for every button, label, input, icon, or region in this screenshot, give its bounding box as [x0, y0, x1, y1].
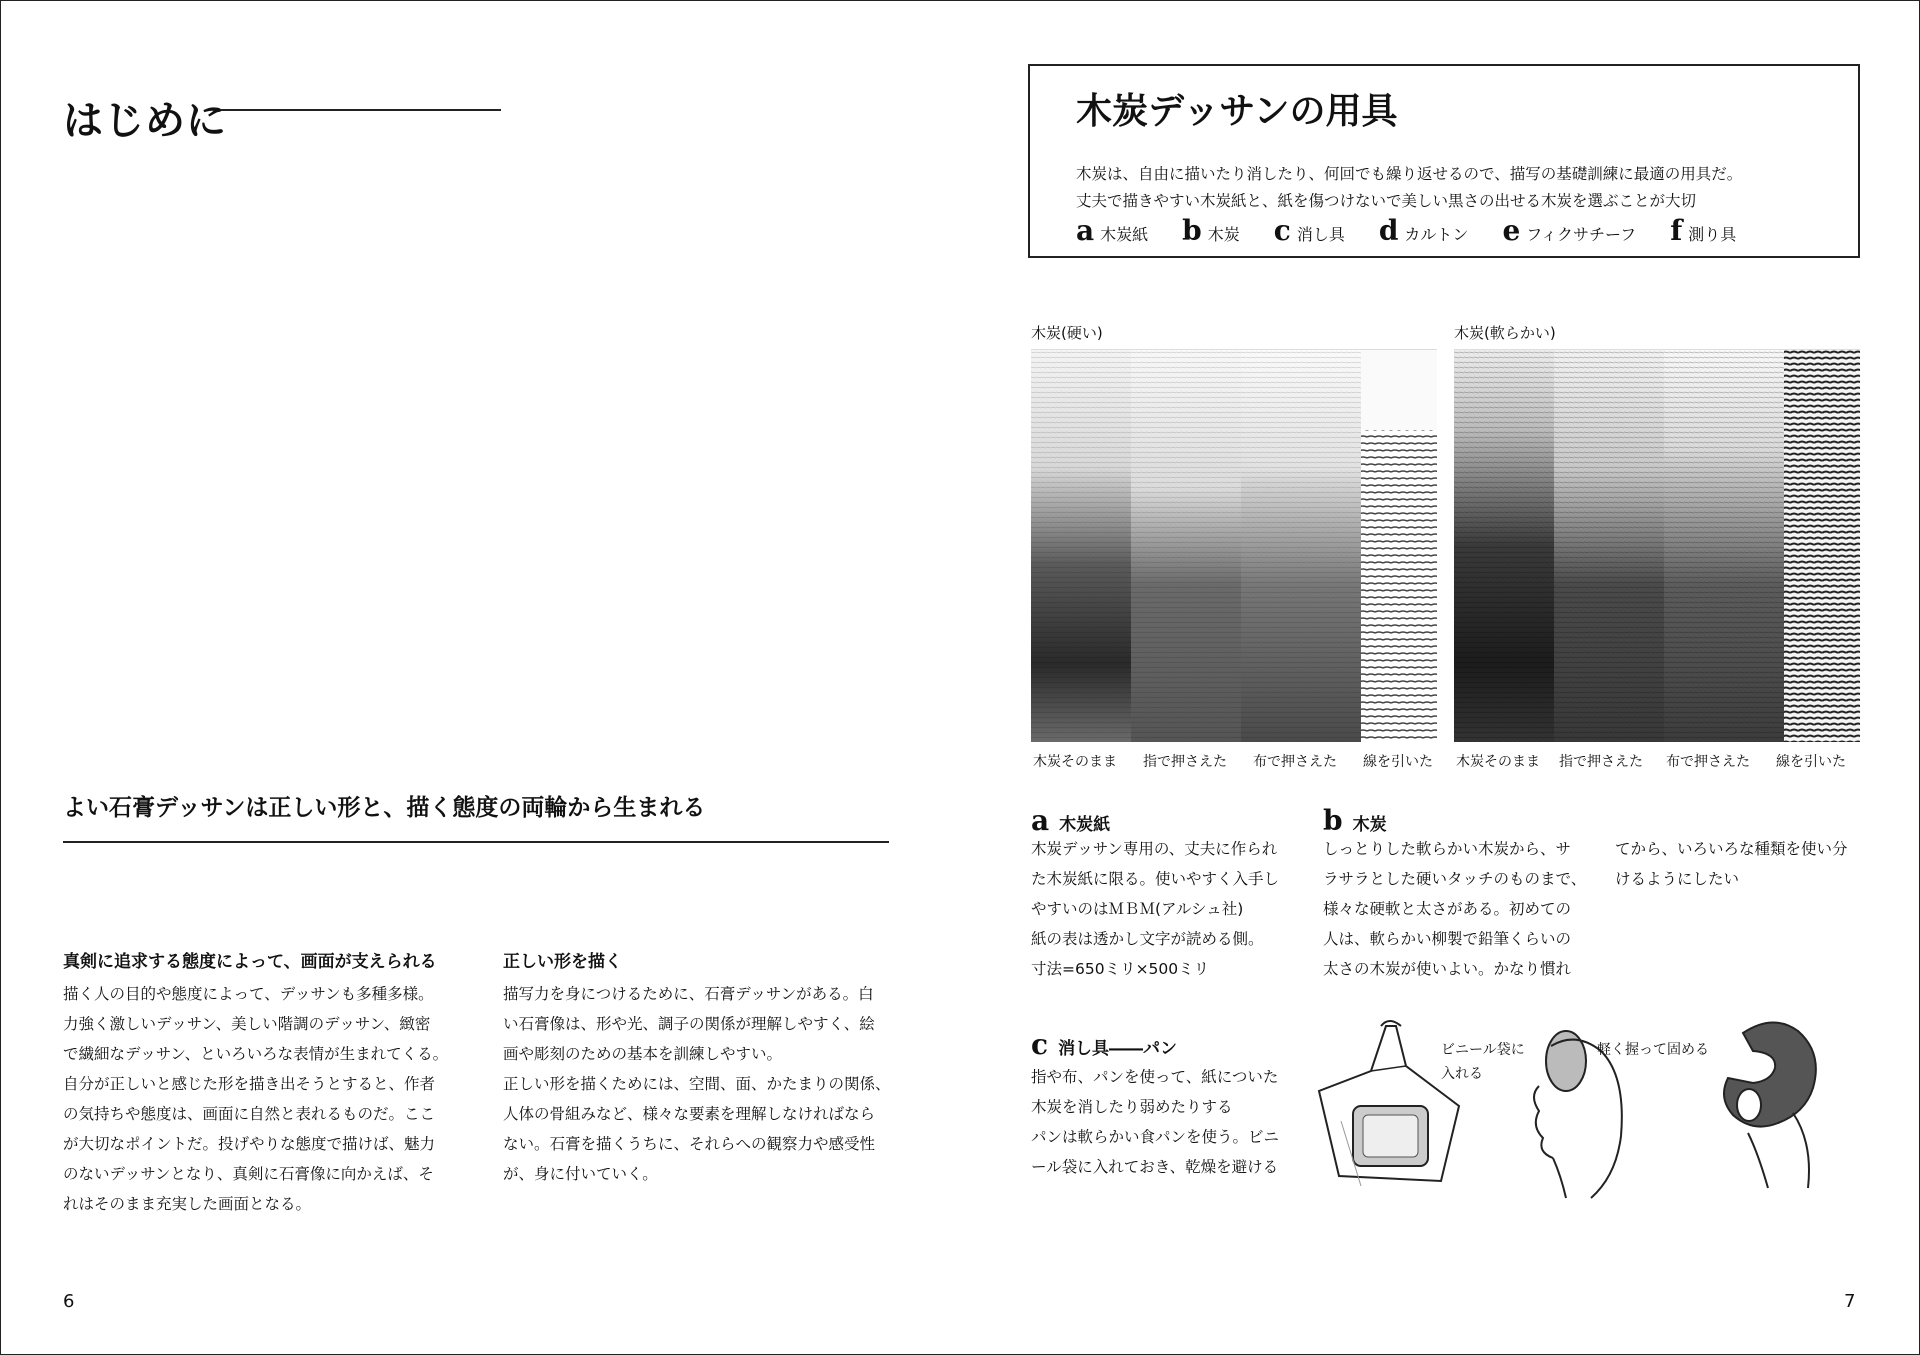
bread-in-bag-illustration [1311, 1011, 1461, 1191]
shaped-bread-illustration [1713, 1013, 1833, 1193]
tool-letter: d [1378, 214, 1399, 247]
text-line: で繊細なデッサン、といろいろな表情が生まれてくる。 [63, 1045, 449, 1063]
tool-label: 木炭紙 [1100, 225, 1149, 244]
swatch-label: 線を引いた [1776, 754, 1846, 770]
text-line: 指や布、パンを使って、紙についた [1031, 1068, 1279, 1086]
text-line: 自分が正しいと感じた形を描き出そうとすると、作者 [63, 1075, 436, 1093]
tool-label: フィクサチーフ [1526, 225, 1637, 244]
section-title: 消し具――パン [1058, 1039, 1178, 1059]
tool-label: 木炭 [1207, 225, 1240, 244]
swatch-label: 指で押さえた [1559, 754, 1643, 770]
swatch-label: 布で押さえた [1666, 754, 1750, 770]
text-line: ない。石膏を描くうちに、それらへの観察力や感受性 [503, 1135, 876, 1153]
tool-letter: c [1273, 214, 1291, 247]
tools-description: 木炭は、自由に描いたり消したり、何回でも繰り返せるので、描写の基礎訓練に最適の用具だ。 [1076, 165, 1743, 183]
title-rule [221, 109, 501, 111]
tool-label: 消し具 [1296, 225, 1345, 244]
text-line: が大切なポイントだ。投げやりな態度で描けば、魅力 [63, 1135, 436, 1153]
section-title: 木炭 [1352, 815, 1387, 835]
text-line: 描く人の目的や態度によって、デッサンも多種多様。 [63, 985, 434, 1003]
text-line: れはそのまま充実した画面となる。 [63, 1195, 312, 1213]
tool-letter: e [1502, 214, 1521, 247]
text-line: 画や彫刻のための基本を訓練しやすい。 [503, 1045, 783, 1063]
tool-item [1076, 214, 1149, 247]
intro-title: はじめに [63, 98, 227, 144]
tool-item [1182, 214, 1240, 247]
tool-item [1273, 214, 1345, 247]
charcoal-swatch-hard [1031, 349, 1437, 742]
text-line: 人は、軟らかい柳製で鉛筆くらいの [1323, 930, 1572, 948]
swatch-label: 指で押さえた [1143, 754, 1227, 770]
swatch-label: 線を引いた [1363, 754, 1433, 770]
tool-letter: f [1670, 214, 1683, 247]
text-line: の気持ちや態度は、画面に自然と表れるものだ。ここ [63, 1105, 436, 1123]
lead-rule [63, 841, 889, 843]
tool-item [1670, 214, 1737, 247]
text-line: が、身に付いていく。 [503, 1165, 658, 1183]
text-line: やすいのはＭＢＭ(アルシュ社) [1031, 900, 1244, 918]
text-line: パンは軟らかい食パンを使う。ビニ [1031, 1128, 1280, 1146]
page-number: 6 [63, 1291, 75, 1312]
text-line: 木炭デッサン専用の、丈夫に作られ [1031, 840, 1278, 858]
text-line: 木炭を消したり弱めたりする [1031, 1098, 1233, 1116]
tool-item [1502, 214, 1637, 247]
text-line: 人体の骨組みなど、様々な要素を理解しなければなら [503, 1105, 876, 1123]
tools-title: 木炭デッサンの用具 [1076, 91, 1398, 132]
column-heading: 正しい形を描く [503, 952, 622, 972]
swatch-label: 木炭そのまま [1456, 754, 1540, 770]
swatch-label: 木炭そのまま [1033, 754, 1117, 770]
text-line: しっとりした軟らかい木炭から、サ [1323, 840, 1572, 858]
swatch-label: 布で押さえた [1253, 754, 1337, 770]
tools-description: 丈夫で描きやすい木炭紙と、紙を傷つけないで美しい黒さの出せる木炭を選ぶことが大切 [1076, 192, 1697, 210]
section-a-heading [1031, 804, 1111, 837]
text-line: 太さの木炭が使いよい。かなり慣れ [1323, 960, 1572, 978]
text-line: ール袋に入れておき、乾燥を避ける [1031, 1158, 1279, 1176]
swatch-caption-hard: 木炭(硬い) [1031, 324, 1103, 342]
tool-letter: a [1076, 214, 1095, 247]
text-line: 正しい形を描くためには、空間、面、かたまりの関係、 [503, 1075, 891, 1093]
text-line: 紙の表は透かし文字が読める側。 [1031, 930, 1264, 948]
column-heading: 真剣に追求する態度によって、画面が支えられる [63, 952, 437, 972]
illustration-caption: ビニール袋に [1441, 1042, 1525, 1058]
tool-item [1378, 214, 1469, 247]
text-line: てから、いろいろな種類を使い分 [1615, 840, 1848, 858]
swatch-caption-soft: 木炭(軟らかい) [1454, 324, 1556, 342]
tools-list [1076, 214, 1770, 247]
text-line: のないデッサンとなり、真剣に石膏像に向かえば、そ [63, 1165, 434, 1183]
section-letter: c [1031, 1028, 1049, 1061]
text-line: い石膏像は、形や光、調子の関係が理解しやすく、絵 [503, 1015, 875, 1033]
text-line: けるようにしたい [1615, 870, 1740, 888]
column-attitude [63, 947, 473, 1219]
text-line: ラサラとした硬いタッチのものまで、 [1323, 870, 1587, 888]
text-line: 様々な硬軟と太さがある。初めての [1323, 900, 1572, 918]
section-letter: a [1031, 804, 1050, 837]
text-line: 寸法=650ミリ×500ミリ [1031, 960, 1210, 978]
illustration-caption: 軽く握って固める [1597, 1042, 1709, 1058]
tool-label: 測り具 [1688, 225, 1737, 244]
text-line: 描写力を身につけるために、石膏デッサンがある。白 [503, 985, 874, 1003]
charcoal-swatch-soft [1454, 349, 1860, 742]
text-line: 力強く激しいデッサン、美しい階調のデッサン、緻密 [63, 1015, 431, 1033]
page-number: 7 [1844, 1291, 1856, 1312]
text-line: た木炭紙に限る。使いやすく入手し [1031, 870, 1280, 888]
column-correct-form [503, 947, 893, 1189]
section-c-heading [1031, 1028, 1178, 1061]
tool-label: カルトン [1404, 225, 1469, 244]
tool-letter: b [1182, 214, 1202, 247]
lead-heading: よい石膏デッサンは正しい形と、描く態度の両輪から生まれる [63, 795, 706, 821]
section-b-heading [1323, 804, 1387, 837]
section-title: 木炭紙 [1059, 815, 1111, 835]
illustration-caption: 入れる [1441, 1066, 1483, 1082]
section-letter: b [1323, 804, 1343, 837]
